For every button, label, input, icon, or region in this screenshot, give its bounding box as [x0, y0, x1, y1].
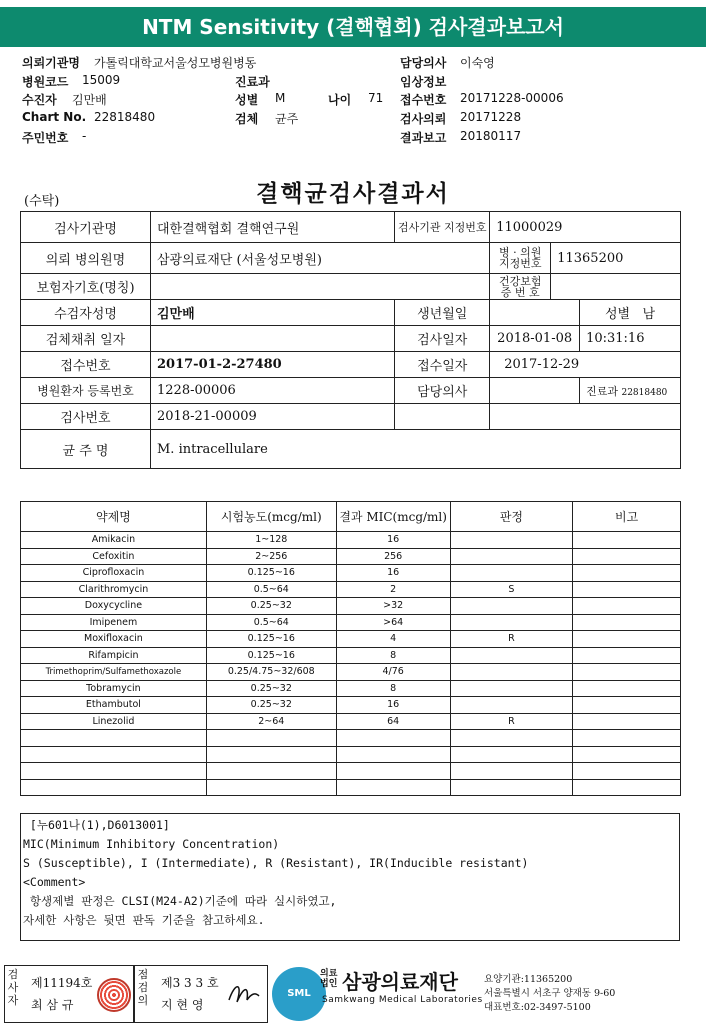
reviewer-name: 지 현 영	[161, 998, 204, 1012]
header-value: 균주	[275, 112, 299, 127]
header-value: 이숙영	[460, 56, 495, 70]
drug-header-cell: 판정	[450, 502, 573, 532]
collect-value	[151, 326, 395, 352]
drug-cell: Tobramycin	[21, 680, 207, 697]
drug-cell: Doxycycline	[21, 598, 207, 615]
drug-cell: 0.125~16	[206, 631, 336, 648]
drug-cell: 16	[336, 697, 450, 714]
drug-cell: S	[450, 581, 573, 598]
drug-cell: R	[450, 631, 573, 648]
drug-cell	[450, 614, 573, 631]
drug-cell: Ciprofloxacin	[21, 565, 207, 582]
header-value: M	[275, 91, 286, 106]
drug-cell: R	[450, 713, 573, 730]
tester-label: 검사자	[7, 968, 19, 1007]
test-date-label: 검사일자	[395, 326, 490, 352]
drug-cell: 0.5~64	[206, 614, 336, 631]
consignment-label: (수탁)	[24, 194, 60, 209]
header-label: 진료과	[235, 74, 270, 89]
drug-cell	[450, 763, 573, 780]
doctor-label: 담당의사	[395, 378, 490, 404]
dept-cell	[580, 378, 681, 404]
drug-header-cell: 비고	[573, 502, 681, 532]
drug-cell	[450, 746, 573, 763]
header-label: Chart No.	[22, 110, 87, 125]
drug-cell	[573, 581, 681, 598]
header-label: 검체	[235, 112, 259, 127]
ins-no-label: 건강보험 증 번 호	[490, 274, 551, 300]
header-label: 수진자	[22, 93, 57, 108]
header-label: 나이	[328, 93, 352, 108]
drug-cell: 64	[336, 713, 450, 730]
patient-value: 김만배	[151, 300, 395, 326]
header-label: 성별	[235, 93, 259, 108]
drug-row	[21, 565, 681, 582]
drug-cell	[573, 713, 681, 730]
ins-no-value	[551, 274, 681, 300]
reviewer-label: 점검의	[137, 968, 149, 1007]
corp-address: 서울특별시 서초구 양재동 9-60	[484, 988, 616, 999]
inst-no-value: 11000029	[490, 212, 681, 243]
drug-cell	[206, 746, 336, 763]
header-label: 결과보고	[400, 130, 447, 145]
header-value: 20171228-00006	[460, 91, 564, 106]
drug-header-cell: 시험농도(mcg/ml)	[206, 502, 336, 532]
drug-cell: 2	[336, 581, 450, 598]
corp-code: 요양기관:11365200	[484, 974, 573, 985]
drug-cell: 0.125~16	[206, 647, 336, 664]
recv-date-value: 2017-12-29	[490, 352, 681, 378]
corp-small: 의료 법인	[320, 969, 338, 989]
drug-cell	[573, 614, 681, 631]
ins-value	[151, 274, 490, 300]
hosp-label: 의뢰 병의원명	[21, 243, 151, 274]
drug-cell	[206, 779, 336, 796]
drug-cell: 16	[336, 565, 450, 582]
header-value: 김만배	[72, 93, 107, 108]
drug-cell: Imipenem	[21, 614, 207, 631]
signature-icon	[225, 978, 261, 1008]
info-table	[20, 211, 681, 469]
tester-box	[4, 965, 134, 1023]
drug-cell	[21, 730, 207, 747]
header-label: 의뢰기관명	[22, 56, 80, 70]
test-no-value: 2018-21-00009	[151, 404, 395, 430]
drug-cell	[206, 730, 336, 747]
drug-row	[21, 598, 681, 615]
inst-label: 검사기관명	[21, 212, 151, 243]
header-value: 15009	[82, 72, 121, 87]
note-line: MIC(Minimum Inhibitory Concentration)	[23, 837, 280, 851]
drug-row	[21, 548, 681, 565]
drug-cell	[573, 548, 681, 565]
drug-cell: Cefoxitin	[21, 548, 207, 565]
inst-value: 대한결핵협회 결핵연구원	[151, 212, 395, 243]
drug-cell: 0.5~64	[206, 581, 336, 598]
drug-cell: Moxifloxacin	[21, 631, 207, 648]
drug-cell: 0.25~32	[206, 697, 336, 714]
drug-cell: Rifampicin	[21, 647, 207, 664]
drug-cell	[573, 631, 681, 648]
drug-row	[21, 763, 681, 780]
drug-cell	[573, 565, 681, 582]
drug-row	[21, 614, 681, 631]
drug-cell: 0.125~16	[206, 565, 336, 582]
inst-no-label: 검사기관 지정번호	[395, 212, 490, 243]
dept-value: 22818480	[621, 387, 668, 398]
notes-box	[20, 813, 680, 941]
patient-label: 수검자성명	[21, 300, 151, 326]
drug-cell	[450, 548, 573, 565]
drug-cell: 0.25~32	[206, 680, 336, 697]
drug-header-cell: 결과 MIC(mcg/ml)	[336, 502, 450, 532]
tester-license: 제11194호	[31, 976, 93, 990]
drug-cell: 256	[336, 548, 450, 565]
header-value: 가톨릭대학교서울성모병원병동	[94, 56, 257, 70]
drug-cell: 0.25~32	[206, 598, 336, 615]
note-line: 자세한 사항은 뒷면 판독 기준을 참고하세요.	[23, 913, 265, 927]
drug-cell	[573, 746, 681, 763]
drug-cell	[573, 647, 681, 664]
drug-cell: Linezolid	[21, 713, 207, 730]
drug-cell	[336, 763, 450, 780]
drug-cell	[573, 664, 681, 681]
tester-seal-icon	[97, 978, 131, 1012]
footer	[4, 965, 702, 1023]
drug-row	[21, 746, 681, 763]
drug-cell	[573, 730, 681, 747]
drug-cell: 0.25/4.75~32/608	[206, 664, 336, 681]
sex-value	[580, 300, 681, 326]
drug-cell: 1~128	[206, 532, 336, 549]
drug-cell: 4	[336, 631, 450, 648]
drug-table	[20, 501, 681, 796]
note-line: 항생제별 판정은 CLSI(M24-A2)기준에 따라 실시하였고,	[23, 894, 337, 908]
drug-header-cell: 약제명	[21, 502, 207, 532]
drug-cell: Clarithromycin	[21, 581, 207, 598]
hosp-no-label: 병 · 의원 지정번호	[490, 243, 551, 274]
drug-cell: 8	[336, 647, 450, 664]
header-row	[22, 129, 702, 148]
drug-cell	[206, 763, 336, 780]
drug-cell	[336, 746, 450, 763]
ins-label: 보험자기호(명칭)	[21, 274, 151, 300]
drug-cell	[450, 730, 573, 747]
drug-cell	[21, 746, 207, 763]
recv-no-value: 2017-01-2-27480	[151, 352, 395, 378]
test-date-value: 2018-01-08	[490, 326, 580, 352]
drug-row	[21, 713, 681, 730]
drug-cell	[336, 730, 450, 747]
drug-cell: Amikacin	[21, 532, 207, 549]
drug-cell: >32	[336, 598, 450, 615]
header-label: 담당의사	[400, 56, 447, 70]
drug-cell	[450, 697, 573, 714]
drug-cell	[573, 532, 681, 549]
reg-label: 병원환자 등록번호	[21, 378, 151, 404]
test-no-blank2	[490, 404, 681, 430]
hosp-value: 삼광의료재단 (서울성모병원)	[151, 243, 490, 274]
reviewer-box	[134, 965, 268, 1023]
drug-cell: 2~64	[206, 713, 336, 730]
drug-cell	[573, 779, 681, 796]
recv-no-label: 접수번호	[21, 352, 151, 378]
drug-cell: 2~256	[206, 548, 336, 565]
drug-cell	[573, 763, 681, 780]
test-no-blank	[395, 404, 490, 430]
drug-row	[21, 664, 681, 681]
corp-name: 삼광의료재단	[342, 970, 458, 994]
drug-row	[21, 631, 681, 648]
drug-cell: >64	[336, 614, 450, 631]
drug-cell: 4/76	[336, 664, 450, 681]
header-label: 접수번호	[400, 93, 447, 108]
sex-label: 성별	[604, 307, 631, 322]
drug-row	[21, 730, 681, 747]
drug-row	[21, 680, 681, 697]
test-no-label: 검사번호	[21, 404, 151, 430]
note-line: <Comment>	[23, 875, 86, 889]
header-label: 병원코드	[22, 74, 69, 89]
header-value: 71	[368, 91, 384, 106]
drug-cell: 8	[336, 680, 450, 697]
drug-row	[21, 779, 681, 796]
header-info	[22, 54, 702, 147]
header-value: 20171228	[460, 110, 522, 125]
hosp-no-value: 11365200	[551, 243, 681, 274]
drug-cell: 16	[336, 532, 450, 549]
drug-header-row	[21, 502, 681, 532]
header-row	[22, 54, 702, 73]
dob-value	[490, 300, 580, 326]
drug-row	[21, 647, 681, 664]
dept-label: 진료과	[586, 384, 618, 398]
reg-value: 1228-00006	[151, 378, 395, 404]
org-value: M. intracellulare	[151, 430, 681, 469]
drug-cell	[573, 598, 681, 615]
tester-name: 최 삼 규	[31, 998, 74, 1012]
sml-logo-icon: SML	[272, 967, 326, 1021]
drug-row	[21, 581, 681, 598]
collect-label: 검체채취 일자	[21, 326, 151, 352]
test-time-value: 10:31:16	[580, 326, 681, 352]
header-label: 주민번호	[22, 130, 69, 145]
drug-cell: Trimethoprim/Sulfamethoxazole	[21, 664, 207, 681]
reviewer-license: 제3 3 3 호	[161, 976, 219, 990]
report-title: 결핵균검사결과서	[256, 180, 450, 207]
header-row	[22, 91, 702, 110]
dob-label: 생년월일	[395, 300, 490, 326]
header-label: 임상정보	[400, 74, 447, 89]
doctor-value	[490, 378, 580, 404]
header-row	[22, 73, 702, 92]
drug-row	[21, 697, 681, 714]
drug-cell	[450, 664, 573, 681]
note-line: [누601나(1),D6013001]	[23, 818, 170, 832]
note-line: S (Susceptible), I (Intermediate), R (Resistant), IR(Inducible resistant)	[23, 856, 529, 870]
drug-cell	[450, 565, 573, 582]
header-value: 20180117	[460, 128, 522, 143]
drug-cell	[450, 779, 573, 796]
drug-cell: Ethambutol	[21, 697, 207, 714]
report-banner: NTM Sensitivity (결핵협회) 검사결과보고서	[0, 7, 706, 47]
org-label: 균 주 명	[21, 430, 151, 469]
header-value: 22818480	[94, 110, 156, 125]
drug-cell	[573, 680, 681, 697]
drug-cell	[450, 680, 573, 697]
corp-english: Samkwang Medical Laboratories	[322, 995, 483, 1005]
header-value: -	[82, 128, 87, 143]
drug-row	[21, 532, 681, 549]
drug-cell	[450, 532, 573, 549]
sex-text: 남	[642, 307, 656, 322]
drug-cell	[450, 598, 573, 615]
corp-phone: 대표번호:02-3497-5100	[484, 1002, 591, 1013]
drug-cell	[21, 763, 207, 780]
drug-cell	[21, 779, 207, 796]
recv-date-label: 접수일자	[395, 352, 490, 378]
header-row	[22, 110, 702, 129]
drug-cell	[336, 779, 450, 796]
header-label: 검사의뢰	[400, 112, 447, 127]
drug-cell	[573, 697, 681, 714]
drug-cell	[450, 647, 573, 664]
